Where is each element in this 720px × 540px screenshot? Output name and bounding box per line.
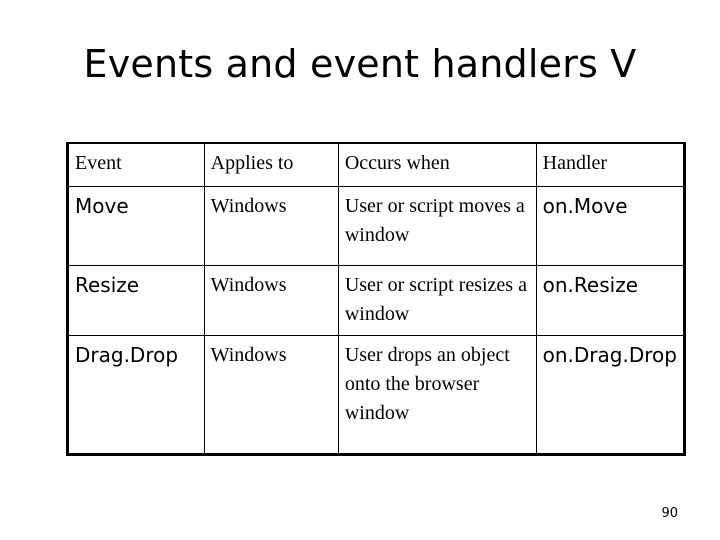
- table-row: [68, 187, 685, 266]
- cell-occurs-when: User or script moves a window: [338, 187, 536, 266]
- cell-occurs-when: User or script resizes a window: [338, 266, 536, 336]
- table-row: [68, 266, 685, 336]
- header-event: Event: [75, 152, 122, 174]
- cell-event: Drag.Drop: [68, 336, 205, 455]
- page-number: 90: [661, 506, 678, 521]
- header-applies-to: Applies to: [204, 143, 338, 187]
- table-row: [68, 336, 685, 455]
- cell-handler: on.Move: [536, 187, 684, 266]
- cell-applies-to: Windows: [204, 266, 338, 336]
- cell-applies-to: Windows: [204, 187, 338, 266]
- header-handler: Handler: [536, 143, 684, 187]
- cell-event: Resize: [68, 266, 205, 336]
- slide-title: Events and event handlers V: [83, 42, 637, 86]
- header-occurs-when: Occurs when: [338, 143, 536, 187]
- cell-occurs-when: User drops an object onto the browser window: [338, 336, 536, 455]
- cell-handler: on.Drag.Drop: [536, 336, 684, 455]
- events-table: [66, 142, 686, 456]
- cell-handler: on.Resize: [536, 266, 684, 336]
- table-header-row: [68, 143, 685, 187]
- cell-event: Move: [68, 187, 205, 266]
- cell-applies-to: Windows: [204, 336, 338, 455]
